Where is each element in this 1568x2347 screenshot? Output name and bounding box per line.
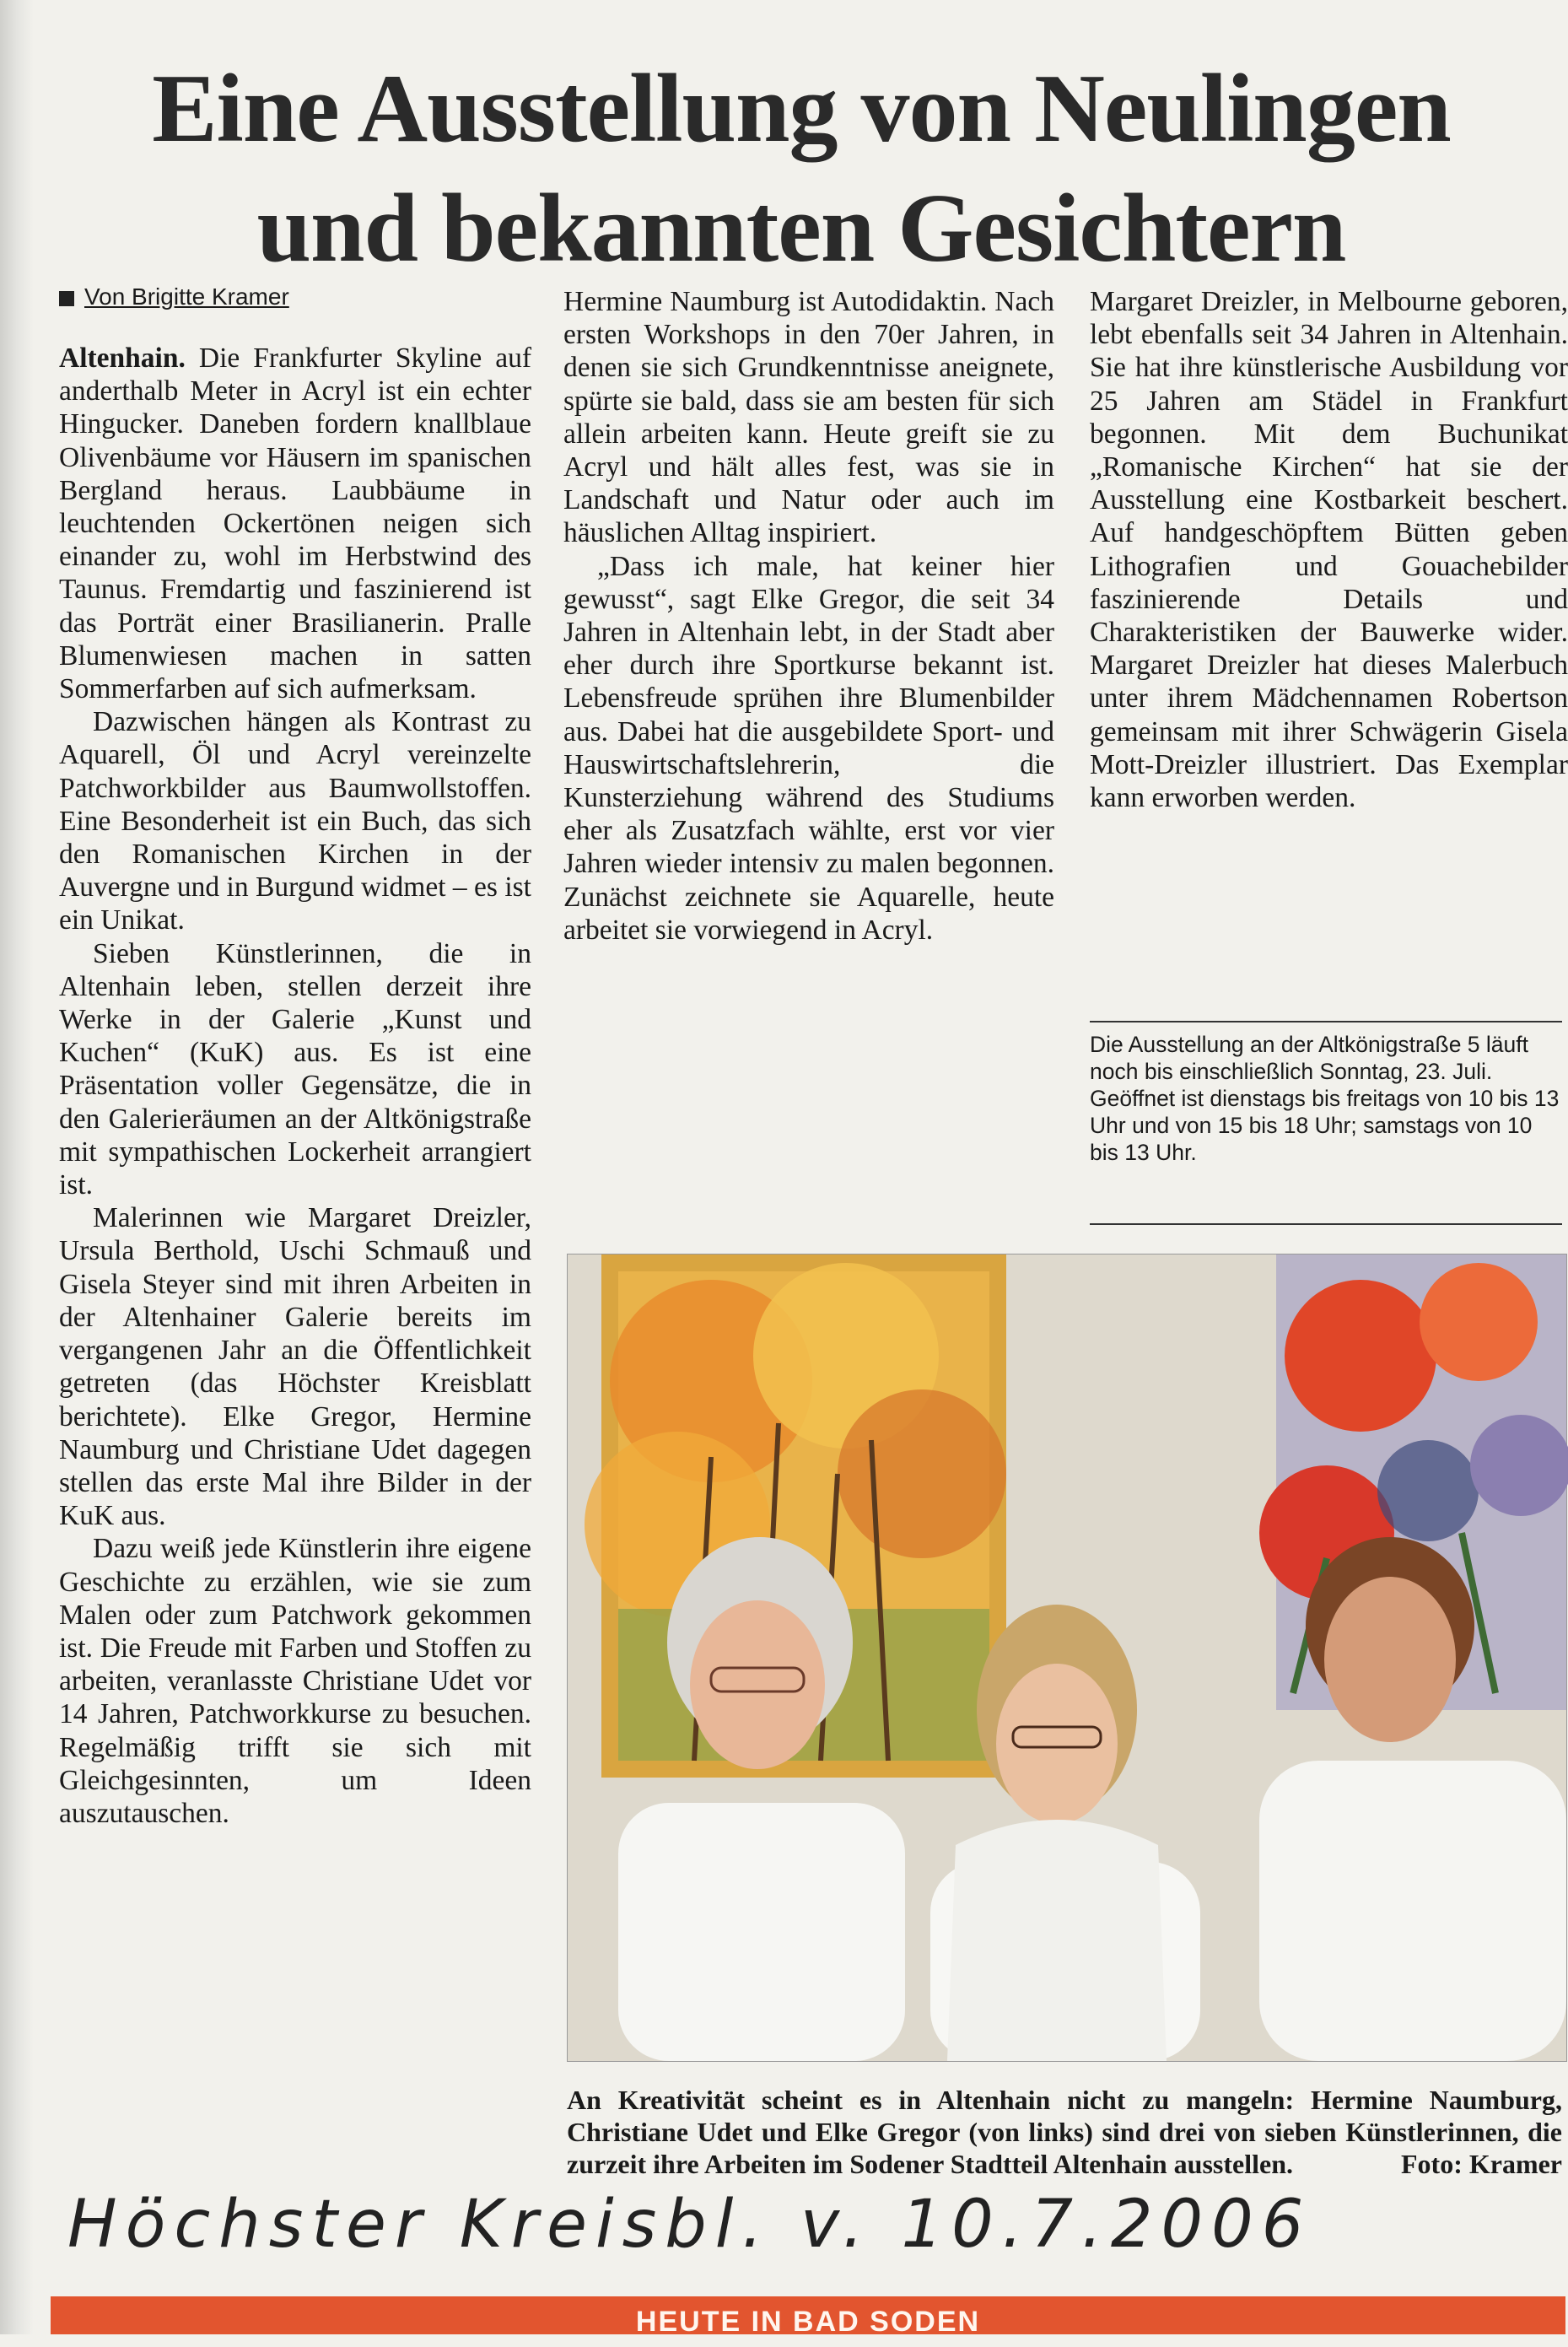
photo-credit: Foto: Kramer bbox=[1400, 2149, 1562, 2179]
headline-line-1: Eine Ausstellung von Neulingen bbox=[152, 55, 1451, 163]
info-box-bottom-rule bbox=[1090, 1223, 1562, 1225]
paragraph: Dazu weiß jede Künstlerin ihre eigene Geschichte zu erzählen, wie sie zum Malen oder zum Patchwork gekommen ist. Die Freude mit Farben und Stoffen zu arbeiten, veranlasste Christiane Udet vor 14 Jahren, Patchworkkurse zu besuchen. Regelmäßig trifft sie sich mit Gleichgesinnten, um Ideen auszutauschen. bbox=[59, 1533, 531, 1829]
paragraph bbox=[59, 342, 531, 705]
section-banner bbox=[51, 2296, 1565, 2338]
article-column-3 bbox=[1090, 285, 1568, 814]
scan-edge bbox=[0, 0, 34, 2334]
byline-author: Von Brigitte Kramer bbox=[84, 283, 289, 310]
handwritten-note-text: Höchster Kreisbl. v. 10.7.2006 bbox=[67, 2187, 1312, 2263]
byline bbox=[59, 283, 289, 311]
paragraph-text: Die Frankfurter Skyline auf anderthalb Meter in Acryl ist ein echter Hingucker. Daneben fordern knallblaue Olivenbäume vor Häusern im spanischen Bergland heraus. Laubbäume in leuchtenden Ockertönen neigen sich einander zu, wohl im Herbstwind des Taunus. Fremdartig und faszinierend ist das Porträt einer Brasilianerin. Pralle Blumenwiesen machen in satten Sommerfarben auf sich aufmerksam. bbox=[59, 343, 532, 705]
paragraph: Hermine Naumburg ist Autodidaktin. Nach ersten Workshops in den 70er Jahren, in denen sie sich Grundkenntnisse aneignete, spürte sie bald, dass sie am besten für sich allein arbeiten kann. Heute greift sie zu Acryl und hält alles fest, was sie in Landschaft und Natur oder auch im häuslichen Alltag inspiriert. bbox=[563, 286, 1054, 549]
headline-line-2: und bekannten Gesichtern bbox=[256, 175, 1346, 283]
paragraph: Margaret Dreizler, in Melbourne geboren, lebt ebenfalls seit 34 Jahren in Altenhain. Sie hat ihre künstlerische Ausbildung vor 25 Jahren am Städel in Frankfurt begonnen. Mit dem Buchunikat „Romanische Kirchen“ hat sie der Ausstellung eine Kostbarkeit beschert. Auf handgeschöpftem Bütten geben Lithografien und Gouachebilder faszinierende Details und Charakteristiken der Bauwerke wider. Margaret Dreizler hat dieses Malerbuch unter ihrem Mädchennamen Robertson gemeinsam mit ihrer Schwägerin Gisela Mott-Dreizler illustriert. Das Exemplar kann erworben werden. bbox=[1090, 286, 1568, 814]
handwritten-note bbox=[59, 2175, 1312, 2268]
byline-square-icon bbox=[59, 291, 74, 306]
banner-text: HEUTE IN BAD SODEN bbox=[635, 2306, 981, 2338]
article-photo bbox=[567, 1254, 1567, 2062]
paragraph: Sieben Künstlerinnen, die in Altenhain leben, stellen derzeit ihre Werke in der Galerie „Kunst und Kuchen“ (KuK) aus. Es ist eine Präsentation voller Gegensätze, die in den Galerieräumen an der Altkönigstraße mit sympathischen Lockerheit arrangiert ist. bbox=[59, 937, 531, 1201]
paragraph: Malerinnen wie Margaret Dreizler, Ursula Berthold, Uschi Schmauß und Gisela Steyer sind mit ihren Arbeiten in der Altenhainer Galerie bereits im vergangenen Jahr an die Öffentlichkeit getreten (das Höchster Kreisblatt berichtete). Elke Gregor, Hermine Naumburg und Christiane Udet dagegen stellen das erste Mal ihre Bilder in der KuK aus. bbox=[59, 1202, 531, 1532]
info-box-top-rule bbox=[1090, 1021, 1562, 1022]
info-box: Die Ausstellung an der Altkönigstraße 5 läuft noch bis einschließlich Sonntag, 23. Juli. Geöffnet ist dienstags bis freitags von 10 bis 13 Uhr und von 15 bis 18 Uhr; samstags von 10 bis 13 Uhr. bbox=[1090, 1032, 1560, 1165]
headline bbox=[67, 49, 1535, 289]
paragraph: „Dass ich male, hat keiner hier gewusst“, sagt Elke Gregor, die seit 34 Jahren in Altenhain lebt, in der Stadt aber eher durch ihre Sportkurse bekannt ist. Lebensfreude sprühen ihre Blumenbilder aus. Dabei hat die ausgebildete Sport- und Hauswirtschaftslehrerin, die Kunsterziehung während des Studiums eher als Zusatzfach wählte, erst vor vier Jahren wieder intensiv zu malen begonnen. Zunächst zeichnete sie Aquarelle, heute arbeitet sie vorwiegend in Acryl. bbox=[563, 550, 1054, 946]
paragraph: Dazwischen hängen als Kontrast zu Aquarell, Öl und Acryl vereinzelte Patchworkbilder aus Baumwollstoffen. Eine Besonderheit ist ein Buch, das sich den Romanischen Kirchen in der Auvergne und in Burgund widmet – es ist ein Unikat. bbox=[59, 706, 531, 936]
caption-text: An Kreativität scheint es in Altenhain nicht zu mangeln: Hermine Naumburg, Christiane Udet und Elke Gregor (von links) sind drei von sieben Künstlerinnen, die zurzeit ihre Arbeiten im Sodener Stadtteil Altenhain ausstellen. bbox=[567, 2085, 1562, 2179]
dateline: Altenhain. bbox=[59, 343, 186, 374]
photo-caption bbox=[567, 2084, 1562, 2180]
article-column-1 bbox=[59, 342, 531, 1830]
article-column-2 bbox=[563, 285, 1054, 947]
